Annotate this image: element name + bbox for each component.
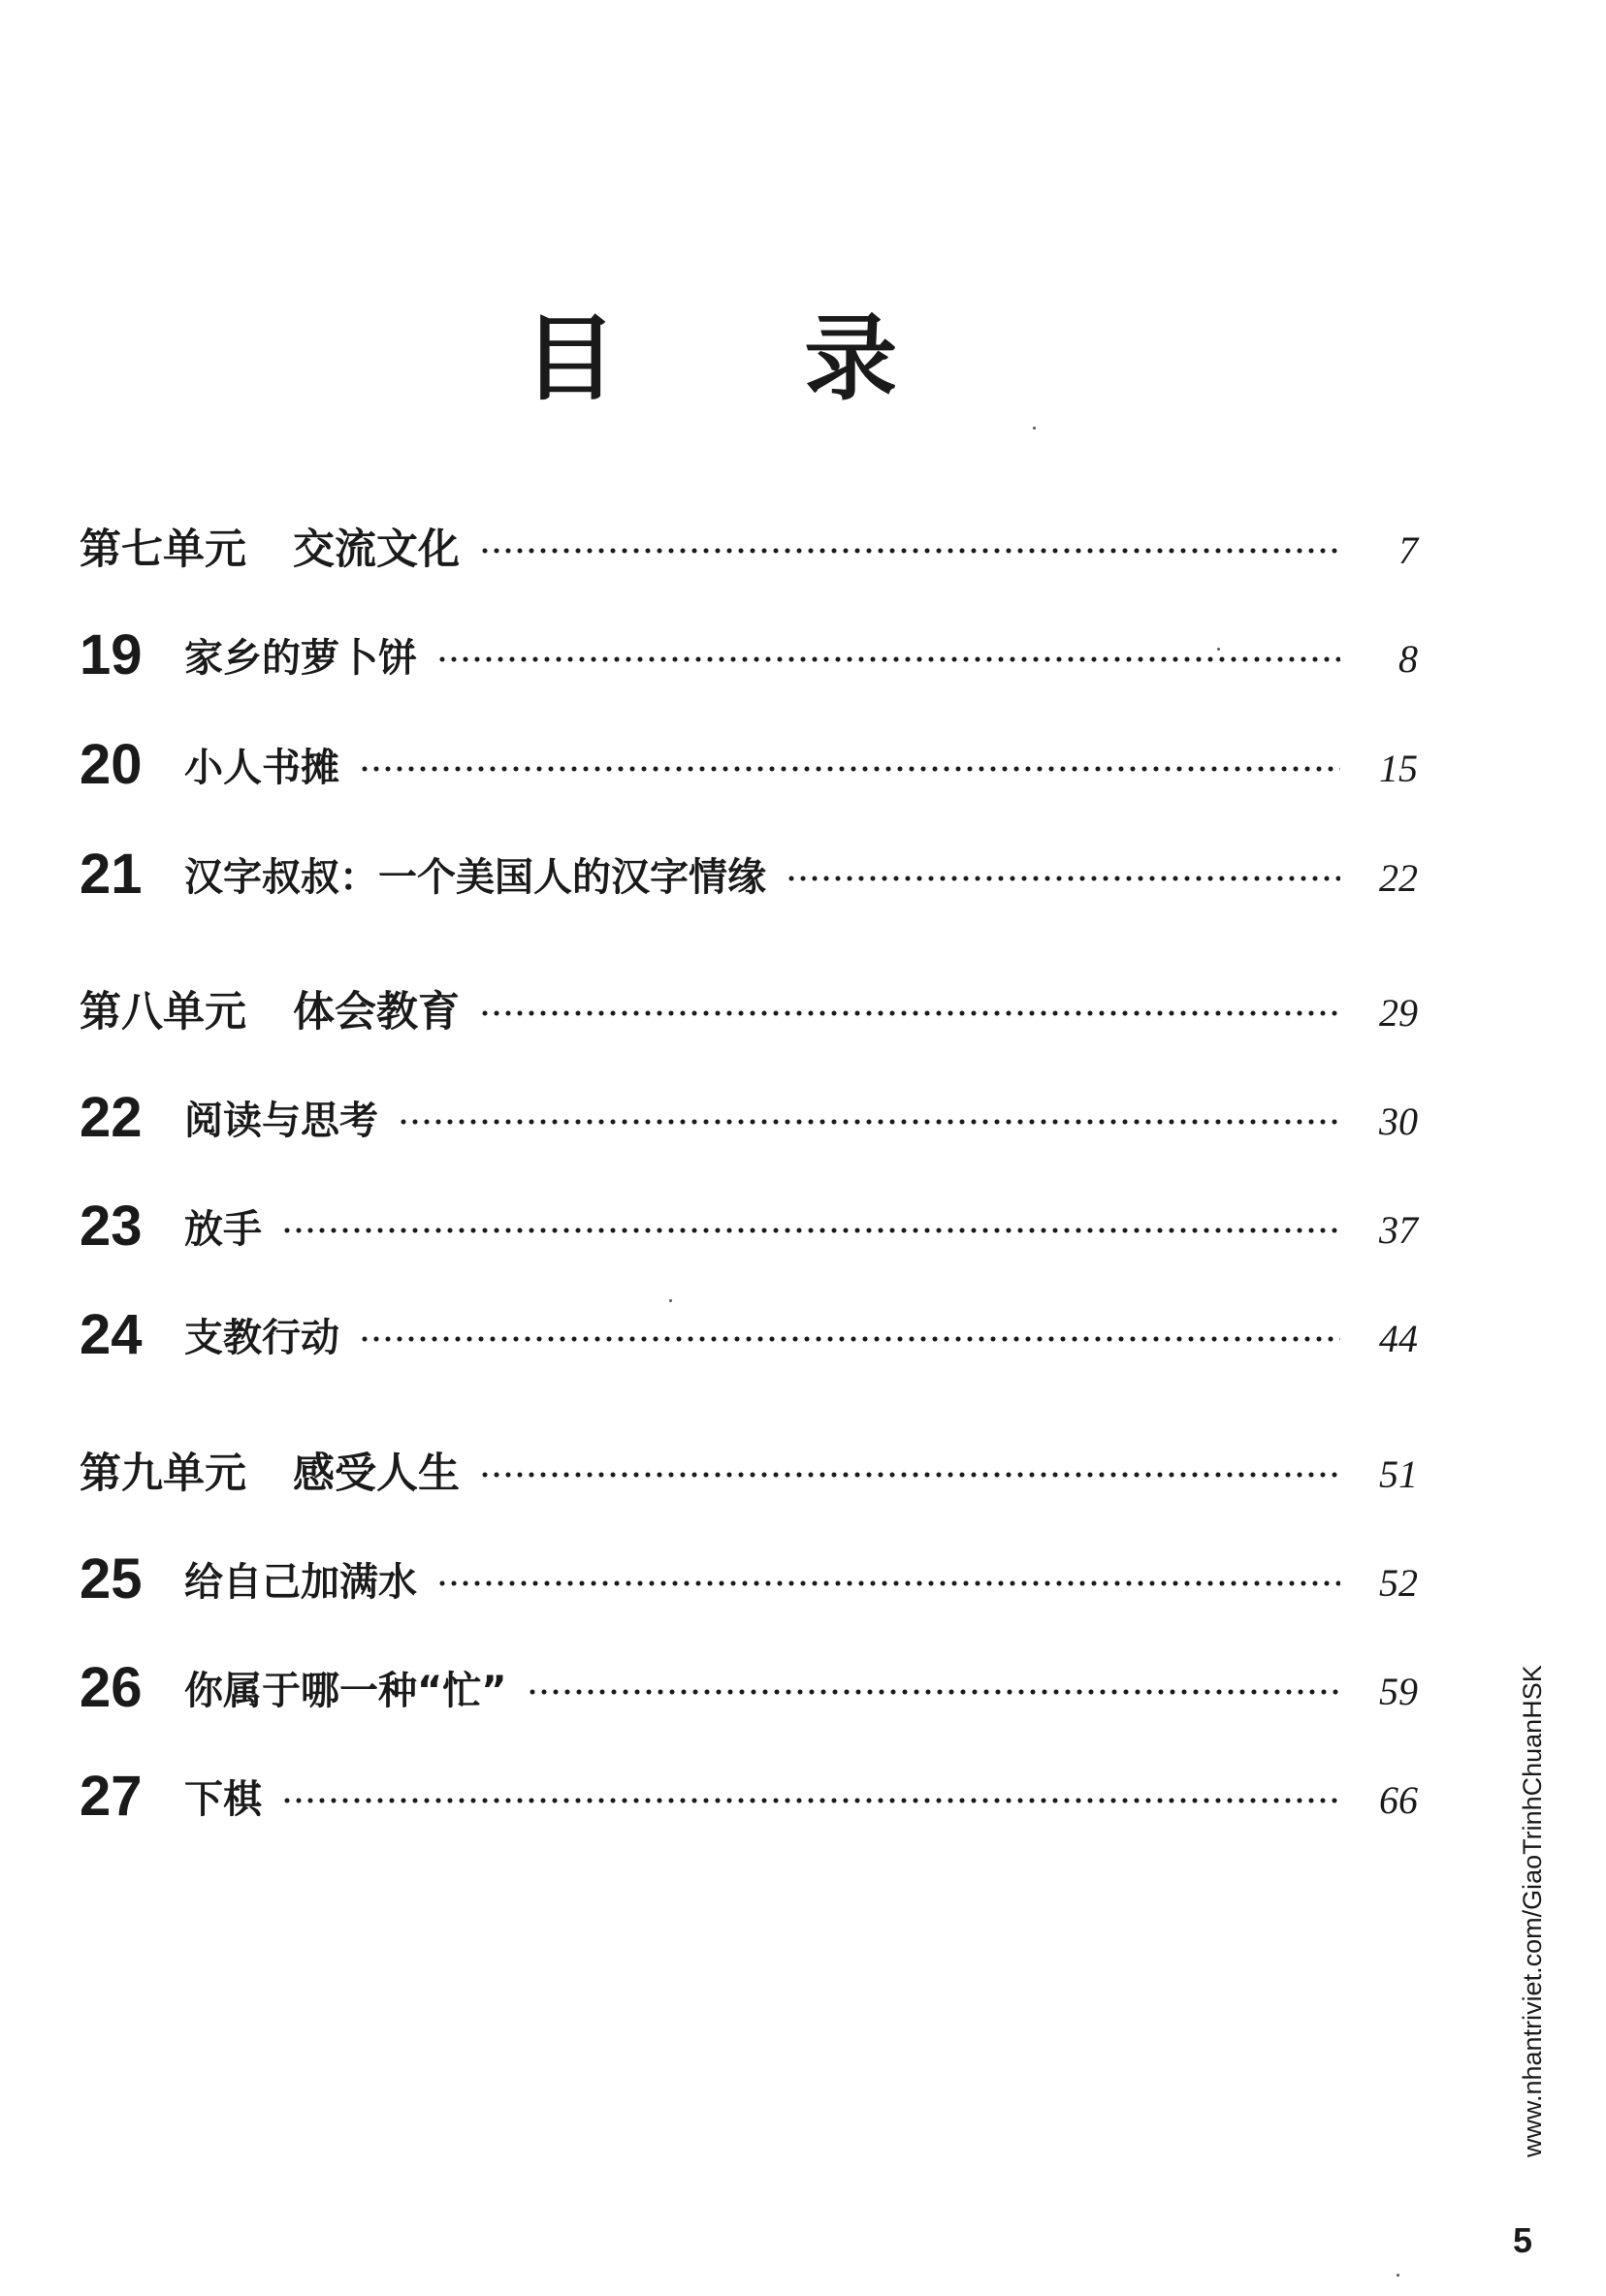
toc-lesson-19[interactable] — [80, 621, 1418, 688]
toc-lesson-20[interactable] — [80, 730, 1418, 798]
dot-leader — [479, 546, 1340, 556]
toc-unit-8[interactable] — [80, 974, 1418, 1042]
lesson-number: 22 — [80, 1085, 143, 1149]
dot-leader — [479, 1008, 1340, 1018]
page-ref: 22 — [1379, 855, 1418, 900]
lesson-title: 小人书摊 — [184, 745, 339, 790]
lesson-number: 21 — [80, 842, 143, 906]
page-ref: 30 — [1379, 1099, 1418, 1143]
lesson-title: 家乡的萝卜饼 — [184, 635, 417, 681]
page-ref: 8 — [1398, 636, 1418, 681]
publisher-url: www.nhantriviet.com/GiaoTrinhChuanHSK — [1518, 1665, 1547, 2157]
page-number: 5 — [1513, 2220, 1533, 2260]
unit-title: 感受人生 — [293, 1449, 460, 1498]
unit-label: 第八单元 — [80, 987, 246, 1036]
lesson-number: 19 — [80, 622, 143, 686]
lesson-number: 23 — [80, 1194, 143, 1258]
lesson-number: 26 — [80, 1655, 143, 1719]
toc-lesson-27[interactable] — [80, 1762, 1418, 1830]
page-ref: 59 — [1379, 1669, 1418, 1713]
unit-label: 第九单元 — [80, 1449, 246, 1498]
dot-leader — [281, 1796, 1340, 1805]
toc-lesson-23[interactable] — [80, 1192, 1418, 1260]
unit-title: 体会教育 — [293, 987, 460, 1036]
page-ref: 15 — [1379, 746, 1418, 790]
toc-unit-9[interactable] — [80, 1436, 1418, 1504]
dot-leader — [281, 1226, 1340, 1235]
dot-leader — [359, 1334, 1340, 1344]
toc-lesson-26[interactable] — [80, 1653, 1418, 1721]
toc-lesson-24[interactable] — [80, 1300, 1418, 1368]
page-ref: 44 — [1379, 1316, 1418, 1360]
lesson-title: 你属于哪一种“忙” — [184, 1668, 507, 1713]
toc-lesson-25[interactable] — [80, 1545, 1418, 1612]
dot-leader — [436, 1578, 1340, 1588]
unit-title: 交流文化 — [293, 525, 460, 574]
page-title: 目 录 — [523, 304, 976, 413]
toc-unit-7[interactable] — [80, 512, 1418, 580]
page-ref: 51 — [1379, 1451, 1418, 1496]
dot-leader — [436, 654, 1340, 664]
scan-speck — [1397, 2274, 1399, 2277]
lesson-number: 27 — [80, 1764, 143, 1828]
page-ref: 29 — [1379, 990, 1418, 1035]
dot-leader — [479, 1470, 1340, 1480]
page-ref: 66 — [1379, 1777, 1418, 1822]
dot-leader — [786, 874, 1340, 883]
page-ref: 52 — [1379, 1560, 1418, 1605]
lesson-number: 25 — [80, 1547, 143, 1610]
lesson-title: 支教行动 — [184, 1315, 339, 1360]
toc-lesson-22[interactable] — [80, 1083, 1418, 1151]
dot-leader — [359, 764, 1340, 774]
lesson-title: 汉字叔叔：一个美国人的汉字情缘 — [184, 854, 766, 900]
toc-lesson-21[interactable] — [80, 840, 1418, 908]
lesson-title: 放手 — [184, 1206, 262, 1252]
page-ref: 37 — [1379, 1207, 1418, 1252]
dot-leader — [527, 1687, 1340, 1697]
page-ref: 7 — [1398, 527, 1418, 572]
unit-label: 第七单元 — [80, 525, 246, 574]
scan-speck — [1217, 648, 1220, 651]
dot-leader — [398, 1117, 1340, 1127]
scan-speck — [1033, 427, 1036, 430]
lesson-number: 24 — [80, 1302, 143, 1366]
scan-speck — [669, 1299, 672, 1302]
lesson-number: 20 — [80, 732, 143, 796]
lesson-title: 阅读与思考 — [184, 1098, 378, 1143]
lesson-title: 下棋 — [184, 1776, 262, 1822]
lesson-title: 给自己加满水 — [184, 1559, 417, 1605]
